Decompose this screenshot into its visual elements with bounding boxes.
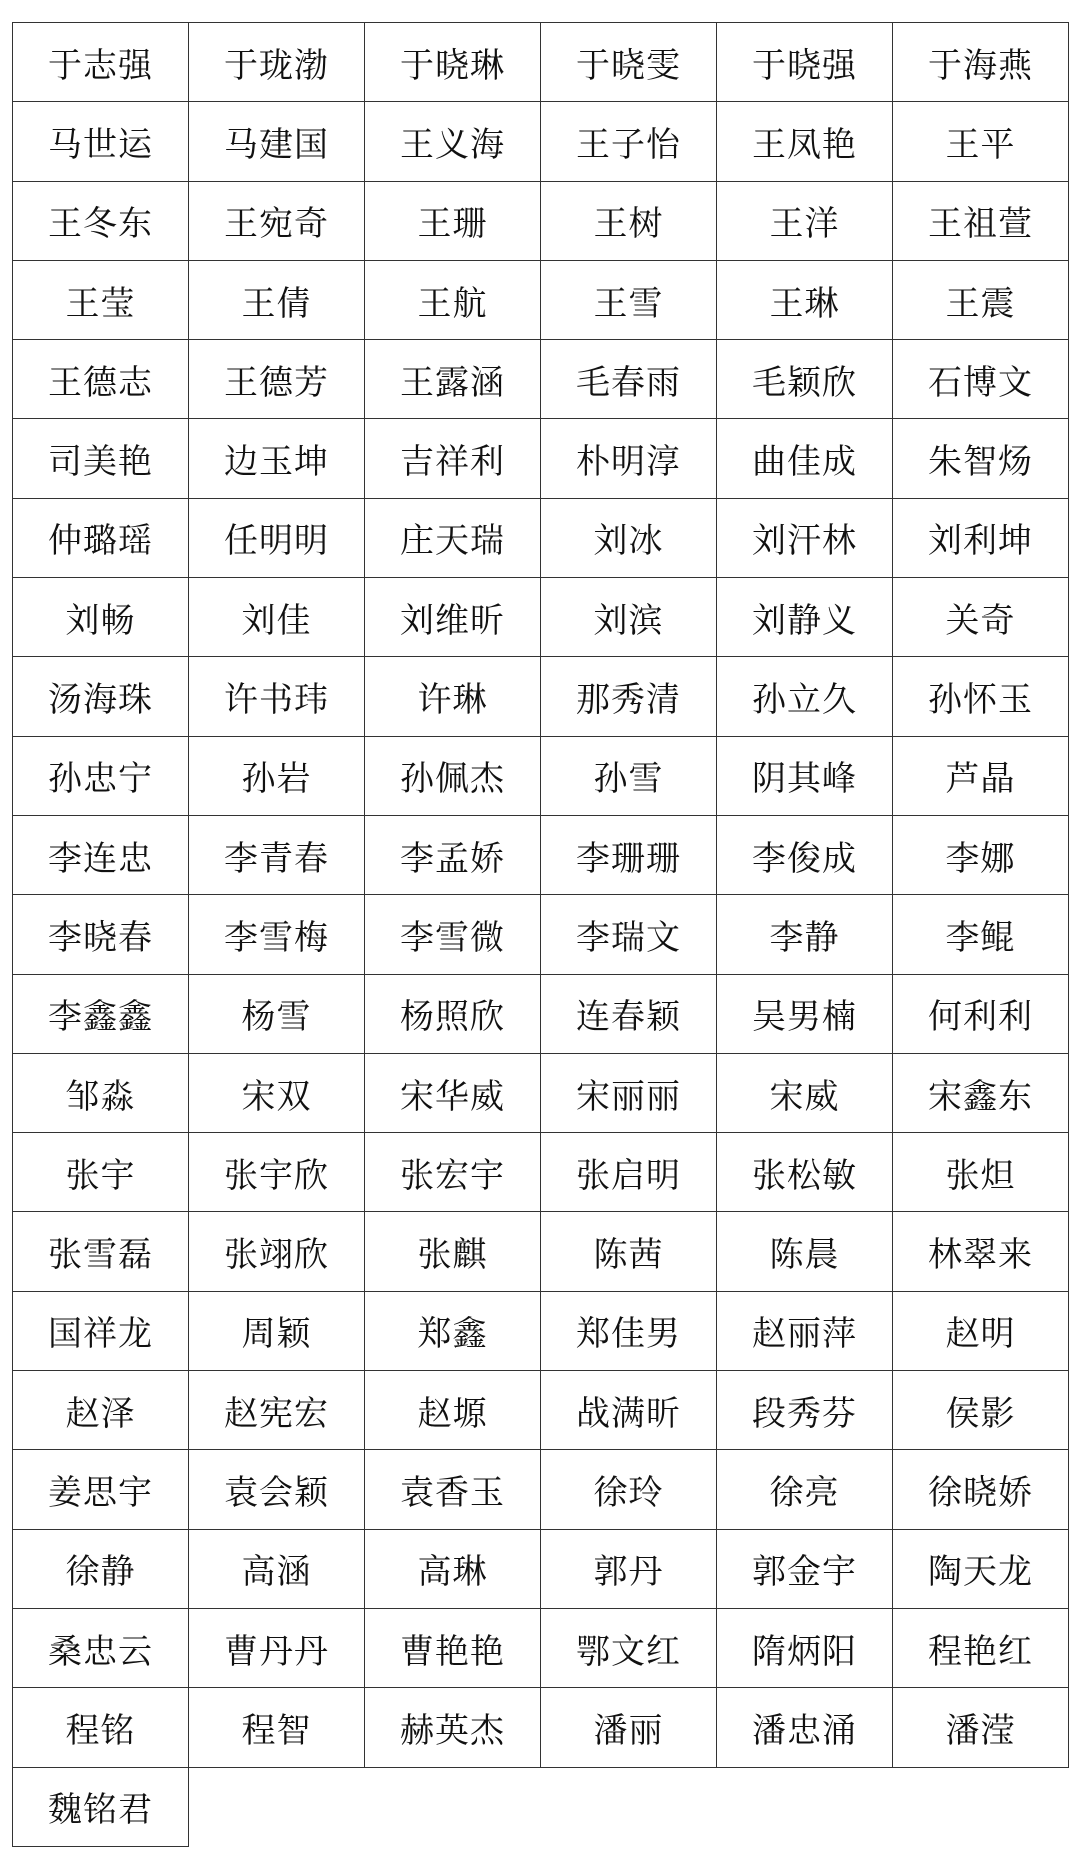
name-cell: 程铭: [13, 1688, 189, 1767]
name-cell: 国祥龙: [13, 1291, 189, 1370]
name-cell: 李娜: [893, 815, 1069, 894]
name-cell: 孙立久: [717, 657, 893, 736]
name-cell: 朱智炀: [893, 419, 1069, 498]
name-cell: 许书玮: [189, 657, 365, 736]
name-cell: 张宏宇: [365, 1133, 541, 1212]
name-cell: 许琳: [365, 657, 541, 736]
table-row: [13, 1608, 1069, 1687]
name-cell: 张翊欣: [189, 1212, 365, 1291]
table-row: [13, 895, 1069, 974]
name-cell: 何利利: [893, 974, 1069, 1053]
name-cell: 张雪磊: [13, 1212, 189, 1291]
name-cell: 王平: [893, 102, 1069, 181]
name-cell: 王宛奇: [189, 181, 365, 260]
table-row: [13, 419, 1069, 498]
table-row: [13, 1450, 1069, 1529]
name-cell: 王露涵: [365, 340, 541, 419]
name-cell: 王凤艳: [717, 102, 893, 181]
name-cell: 于珑渤: [189, 23, 365, 102]
name-cell: 李连忠: [13, 815, 189, 894]
name-cell: 郑鑫: [365, 1291, 541, 1370]
name-cell: 庄天瑞: [365, 498, 541, 577]
name-cell: 王义海: [365, 102, 541, 181]
name-cell: 李静: [717, 895, 893, 974]
name-cell: 孙岩: [189, 736, 365, 815]
table-row: [13, 181, 1069, 260]
table-row: [13, 1291, 1069, 1370]
name-cell: 桑忠云: [13, 1608, 189, 1687]
empty-cell: [365, 1767, 541, 1846]
name-cell: 宋威: [717, 1053, 893, 1132]
empty-cell: [717, 1767, 893, 1846]
name-cell: 陈茜: [541, 1212, 717, 1291]
name-cell: 王德芳: [189, 340, 365, 419]
name-cell: 宋鑫东: [893, 1053, 1069, 1132]
name-cell: 潘丽: [541, 1688, 717, 1767]
name-cell: 李瑞文: [541, 895, 717, 974]
name-cell: 于晓强: [717, 23, 893, 102]
name-cell: 王洋: [717, 181, 893, 260]
name-cell: 程智: [189, 1688, 365, 1767]
empty-cell: [893, 1767, 1069, 1846]
name-cell: 阴其峰: [717, 736, 893, 815]
name-cell: 王德志: [13, 340, 189, 419]
name-cell: 仲璐瑶: [13, 498, 189, 577]
name-cell: 毛颖欣: [717, 340, 893, 419]
name-cell: 高涵: [189, 1529, 365, 1608]
table-row: [13, 340, 1069, 419]
name-cell: 关奇: [893, 578, 1069, 657]
table-row: [13, 498, 1069, 577]
name-cell: 李鲲: [893, 895, 1069, 974]
name-cell: 赵明: [893, 1291, 1069, 1370]
name-cell: 徐玲: [541, 1450, 717, 1529]
name-cell: 徐亮: [717, 1450, 893, 1529]
name-cell: 孙佩杰: [365, 736, 541, 815]
name-cell: 吴男楠: [717, 974, 893, 1053]
name-cell: 李珊珊: [541, 815, 717, 894]
name-cell: 张启明: [541, 1133, 717, 1212]
name-cell: 李青春: [189, 815, 365, 894]
name-cell: 林翠来: [893, 1212, 1069, 1291]
name-cell: 王航: [365, 260, 541, 339]
name-cell: 赵塬: [365, 1371, 541, 1450]
name-cell: 石博文: [893, 340, 1069, 419]
name-cell: 宋双: [189, 1053, 365, 1132]
name-cell: 陈晨: [717, 1212, 893, 1291]
name-cell: 刘滨: [541, 578, 717, 657]
table-row: [13, 260, 1069, 339]
name-cell: 邹淼: [13, 1053, 189, 1132]
name-cell: 姜思宇: [13, 1450, 189, 1529]
name-cell: 袁会颖: [189, 1450, 365, 1529]
name-cell: 王震: [893, 260, 1069, 339]
name-cell: 陶天龙: [893, 1529, 1069, 1608]
table-row: [13, 1767, 1069, 1846]
name-cell: 王琳: [717, 260, 893, 339]
name-cell: 郭金宇: [717, 1529, 893, 1608]
name-cell: 王树: [541, 181, 717, 260]
table-row: [13, 1133, 1069, 1212]
name-cell: 袁香玉: [365, 1450, 541, 1529]
name-cell: 汤海珠: [13, 657, 189, 736]
name-cell: 赫英杰: [365, 1688, 541, 1767]
name-cell: 张宇: [13, 1133, 189, 1212]
table-row: [13, 1053, 1069, 1132]
table-row: [13, 1688, 1069, 1767]
name-cell: 马建国: [189, 102, 365, 181]
name-cell: 孙雪: [541, 736, 717, 815]
name-cell: 边玉坤: [189, 419, 365, 498]
name-cell: 李俊成: [717, 815, 893, 894]
name-cell: 刘冰: [541, 498, 717, 577]
name-cell: 王倩: [189, 260, 365, 339]
name-cell: 隋炳阳: [717, 1608, 893, 1687]
name-cell: 曹丹丹: [189, 1608, 365, 1687]
name-cell: 王莹: [13, 260, 189, 339]
name-cell: 那秀清: [541, 657, 717, 736]
name-cell: 任明明: [189, 498, 365, 577]
name-cell: 张松敏: [717, 1133, 893, 1212]
name-cell: 于晓琳: [365, 23, 541, 102]
name-cell: 王雪: [541, 260, 717, 339]
name-cell: 刘维昕: [365, 578, 541, 657]
name-cell: 魏铭君: [13, 1767, 189, 1846]
table-row: [13, 736, 1069, 815]
name-cell: 赵宪宏: [189, 1371, 365, 1450]
name-cell: 连春颖: [541, 974, 717, 1053]
name-cell: 程艳红: [893, 1608, 1069, 1687]
name-cell: 李雪梅: [189, 895, 365, 974]
table-row: [13, 1371, 1069, 1450]
name-cell: 孙怀玉: [893, 657, 1069, 736]
name-cell: 于海燕: [893, 23, 1069, 102]
table-row: [13, 102, 1069, 181]
name-cell: 侯影: [893, 1371, 1069, 1450]
name-cell: 潘滢: [893, 1688, 1069, 1767]
name-cell: 周颖: [189, 1291, 365, 1370]
name-cell: 宋华威: [365, 1053, 541, 1132]
name-cell: 潘忠涌: [717, 1688, 893, 1767]
table-row: [13, 657, 1069, 736]
name-cell: 司美艳: [13, 419, 189, 498]
name-cell: 郭丹: [541, 1529, 717, 1608]
name-cell: 曹艳艳: [365, 1608, 541, 1687]
name-cell: 李孟娇: [365, 815, 541, 894]
name-cell: 马世运: [13, 102, 189, 181]
table-row: [13, 1529, 1069, 1608]
name-cell: 刘佳: [189, 578, 365, 657]
name-cell: 段秀芬: [717, 1371, 893, 1450]
name-cell: 芦晶: [893, 736, 1069, 815]
name-cell: 刘静义: [717, 578, 893, 657]
name-cell: 于晓雯: [541, 23, 717, 102]
name-table-body: [13, 23, 1069, 1847]
name-cell: 鄂文红: [541, 1608, 717, 1687]
name-cell: 张炟: [893, 1133, 1069, 1212]
empty-cell: [541, 1767, 717, 1846]
name-cell: 刘利坤: [893, 498, 1069, 577]
table-row: [13, 578, 1069, 657]
empty-cell: [189, 1767, 365, 1846]
name-cell: 郑佳男: [541, 1291, 717, 1370]
name-cell: 战满昕: [541, 1371, 717, 1450]
name-cell: 赵丽萍: [717, 1291, 893, 1370]
name-cell: 李晓春: [13, 895, 189, 974]
name-cell: 王子怡: [541, 102, 717, 181]
name-cell: 孙忠宁: [13, 736, 189, 815]
name-cell: 徐晓娇: [893, 1450, 1069, 1529]
table-row: [13, 815, 1069, 894]
table-row: [13, 23, 1069, 102]
name-cell: 刘汗林: [717, 498, 893, 577]
name-cell: 王珊: [365, 181, 541, 260]
name-cell: 李鑫鑫: [13, 974, 189, 1053]
name-cell: 杨照欣: [365, 974, 541, 1053]
name-cell: 宋丽丽: [541, 1053, 717, 1132]
name-table: [12, 22, 1069, 1847]
name-cell: 李雪微: [365, 895, 541, 974]
name-cell: 王冬东: [13, 181, 189, 260]
name-cell: 高琳: [365, 1529, 541, 1608]
name-cell: 赵泽: [13, 1371, 189, 1450]
name-cell: 张麒: [365, 1212, 541, 1291]
name-cell: 王祖萱: [893, 181, 1069, 260]
name-cell: 徐静: [13, 1529, 189, 1608]
name-cell: 张宇欣: [189, 1133, 365, 1212]
name-cell: 刘畅: [13, 578, 189, 657]
name-cell: 朴明淳: [541, 419, 717, 498]
name-cell: 曲佳成: [717, 419, 893, 498]
table-row: [13, 1212, 1069, 1291]
name-cell: 吉祥利: [365, 419, 541, 498]
name-cell: 于志强: [13, 23, 189, 102]
name-cell: 毛春雨: [541, 340, 717, 419]
table-row: [13, 974, 1069, 1053]
name-cell: 杨雪: [189, 974, 365, 1053]
